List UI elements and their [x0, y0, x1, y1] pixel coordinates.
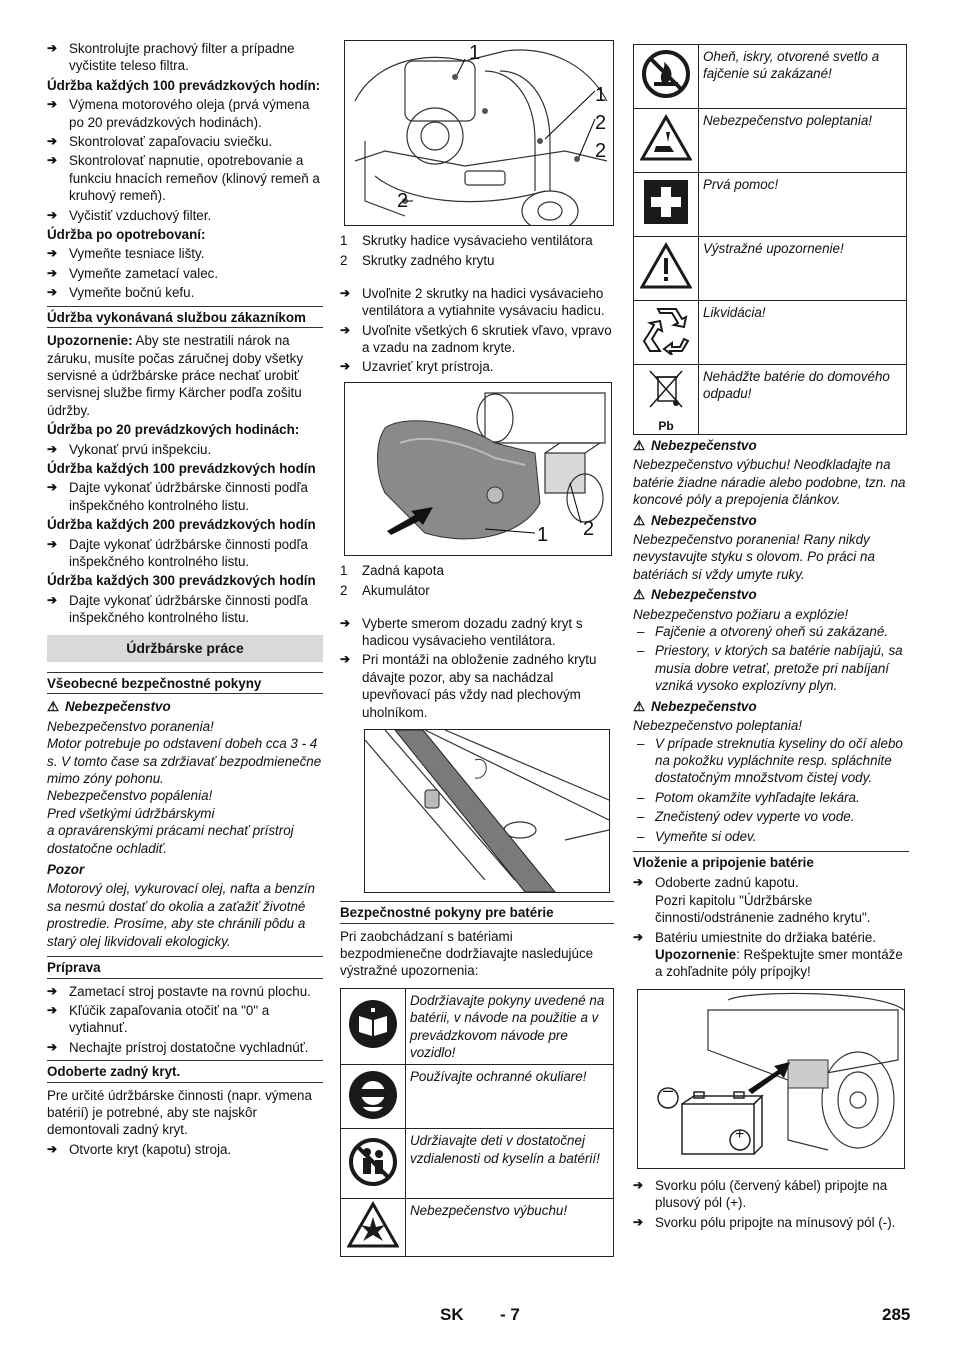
step: ➔ Uvoľnite všetkých 6 skrutiek vľavo, vpravo a vzadu na zadnom kryte. [340, 322, 614, 357]
note-label: Upozornenie: [47, 333, 133, 349]
engine-illustration [345, 41, 613, 225]
symbol-row [341, 988, 614, 1065]
step: ➔ Dajte vykonať údržbárske činnosti podľa inšpekčného kontrolného listu. [47, 536, 323, 571]
symbol-row [634, 45, 907, 109]
danger-text: Nebezpečenstvo výbuchu! Neodkladajte na batérie žiadne náradie alebo podobne, tzn. na koncové póly a prepojenia článkov. [633, 457, 906, 508]
symbol-text: Likvidácia! [699, 301, 907, 365]
fig1-legend [340, 232, 614, 270]
heading-300h-service: Údržba každých 300 prevádzkových hodín [47, 573, 316, 589]
symbol-text: Udržiavajte deti v dostatočnej vzdialenosti od kyselín a batérií! [406, 1129, 614, 1199]
figure-strap [364, 729, 610, 893]
column-middle [340, 40, 614, 1257]
recycling-icon [634, 301, 699, 365]
dash-item: – Znečistený odev vyperte vo vode. [633, 808, 909, 825]
no-fire-icon [634, 45, 699, 109]
danger-line: Nebezpečenstvo popálenia! [47, 788, 213, 804]
step [633, 929, 909, 981]
heading-wear: Údržba po opotrebovaní: [47, 227, 206, 243]
dash-item: – V prípade streknutia kyseliny do očí alebo na pokožku vypláchnite resp. spláchnite dostatočným množstvom čistej vody. [633, 735, 909, 787]
step: ➔ Vymeňte bočnú kefu. [47, 284, 323, 301]
column-right [633, 40, 909, 1233]
dash-item: – Vymeňte si odev. [633, 828, 909, 845]
step: ➔ Pri montáži na obloženie zadného krytu dávajte pozor, aby sa nachádzal upevňovací pás vždy nad plechovým uholníkom. [340, 651, 614, 721]
danger-label [633, 437, 909, 454]
step: ➔ Skontrolujte prachový filter a prípadne vyčistite teleso filtra. [47, 40, 323, 75]
figure-engine-screws [344, 40, 614, 226]
step: ➔ Vyberte smerom dozadu zadný kryt s hadicou vysávacieho ventilátora. [340, 615, 614, 650]
caution-label: Pozor [47, 862, 85, 878]
callout: 1 [537, 523, 549, 546]
symbol-row [634, 237, 907, 301]
symbol-text: Používajte ochranné okuliare! [406, 1065, 614, 1129]
legend-item [340, 252, 614, 269]
prep-heading: Príprava [47, 956, 323, 978]
symbol-text: Nebezpečenstvo výbuchu! [406, 1199, 614, 1256]
battery-safety-heading: Bezpečnostné pokyny pre batérie [340, 901, 614, 923]
step: ➔ Otvorte kryt (kapotu) stroja. [47, 1141, 323, 1158]
symbol-table-left [340, 988, 614, 1257]
symbol-text: Prvá pomoc! [699, 173, 907, 237]
explosion-icon [341, 1199, 406, 1256]
symbol-table-right [633, 44, 907, 435]
heading-100h-service: Údržba každých 100 prevádzkových hodín [47, 460, 316, 476]
step: ➔ Skontrolovať zapaľovaciu sviečku. [47, 133, 323, 150]
legend-text: Akumulátor [362, 583, 430, 599]
callout: 2 [595, 140, 607, 162]
step-text: Odoberte zadnú kapotu. [655, 875, 799, 891]
legend-num: 2 [340, 583, 348, 599]
dash-item: – Potom okamžite vyhľadajte lekára. [633, 789, 909, 806]
legend-text: Skrutky zadného krytu [362, 253, 495, 269]
heading-200h-service: Údržba každých 200 prevádzkových hodín [47, 517, 316, 533]
step: ➔ Skontrolovať napnutie, opotrebovanie a funkciu hnacích remeňov (klinový remeň a kruhový remeň). [47, 152, 323, 204]
symbol-row [634, 301, 907, 365]
step: ➔ Vykonať prvú inšpekciu. [47, 441, 323, 458]
callout: 1 [469, 42, 481, 64]
warning-icon: ⚠ [633, 512, 646, 528]
legend-num: 1 [340, 562, 348, 578]
symbol-text: Nebezpečenstvo poleptania! [699, 109, 907, 173]
danger-text: Nebezpečenstvo poleptania! [633, 718, 802, 734]
battery-intro: Pri zaobchádzaní s batériami bezpodmienečne dodržiavajte nasledujúce výstražné upozornenia: [340, 928, 594, 979]
symbol-row [341, 1065, 614, 1129]
service-heading: Údržba vykonávaná službou zákazníkom [47, 306, 323, 328]
keep-children-away-icon [341, 1129, 406, 1199]
legend-text: Skrutky hadice vysávacieho ventilátora [362, 233, 593, 248]
step: ➔ Dajte vykonať údržbárske činnosti podľa inšpekčného kontrolného listu. [47, 479, 323, 514]
column-left [47, 40, 323, 1160]
note-text: Aby ste nestratili nárok na záruku, musíte počas záručnej doby všetky servisné a údržbárske práce nechať urobiť servisnej službe firmy Kärcher podľa zošitu údržby. [47, 333, 304, 418]
symbol-row [634, 365, 907, 435]
callout: 2 [595, 112, 607, 134]
danger-line: Pred všetkými údržbárskymi [47, 805, 215, 821]
step-text: Batériu umiestnite do držiaka batérie. [655, 929, 877, 945]
no-bin-pb-icon [634, 365, 699, 435]
step: ➔ Uzavrieť kryt prístroja. [340, 358, 614, 375]
plus-label: + [735, 1125, 745, 1143]
step: ➔ Vymeňte tesniace lišty. [47, 245, 323, 262]
step [633, 874, 909, 926]
caution-text: Motorový olej, vykurovací olej, nafta a benzín sa nesmú dostať do okolia a zaťažiť životné prostredie. Prosíme, aby ste chránili pôdu a starý olej likvidovali ekologicky. [47, 881, 315, 949]
acid-burn-icon [634, 109, 699, 173]
symbol-row [341, 1199, 614, 1256]
figure-rear-cover [344, 382, 612, 556]
minus-label: – [663, 1079, 674, 1100]
callout: 2 [397, 190, 409, 212]
danger-text: Nebezpečenstvo [65, 699, 171, 715]
legend-item [340, 582, 614, 599]
step: ➔ Nechajte prístroj dostatočne vychladnúť. [47, 1039, 323, 1056]
symbol-text: Nehádžte batérie do domového odpadu! [699, 365, 907, 435]
step-subtext: Pozri kapitolu "Údržbárske činnosti/odstránenie zadného krytu". [655, 892, 871, 926]
danger-label [633, 512, 909, 529]
dash-item: – Priestory, v ktorých sa batérie nabíjajú, sa musia dobre vetrať, pretože pri nabíjaní vzniká vysoko explozívny plyn. [633, 642, 909, 694]
danger-text: Nebezpečenstvo [651, 512, 757, 528]
legend-item [340, 562, 614, 579]
danger-line: Nebezpečenstvo poranenia! [47, 718, 214, 734]
step: ➔ Vyčistiť vzduchový filter. [47, 207, 323, 224]
warning-triangle-icon [634, 237, 699, 301]
step: ➔ Vymeňte zametací valec. [47, 265, 323, 282]
symbol-row [341, 1129, 614, 1199]
legend-text: Zadná kapota [362, 562, 444, 578]
step: ➔ Dajte vykonať údržbárske činnosti podľa inšpekčného kontrolného listu. [47, 592, 323, 627]
safety-heading: Všeobecné bezpečnostné pokyny [47, 672, 323, 694]
battery-insert-illustration [638, 990, 904, 1168]
danger-label [633, 586, 909, 603]
step: ➔ Výmena motorového oleja (prvá výmena po 20 prevádzkových hodinách). [47, 96, 323, 131]
warning-icon: ⚠ [633, 698, 646, 714]
danger-label [47, 698, 323, 715]
step: ➔ Kľúčik zapaľovania otočiť na "0" a vytiahnuť. [47, 1002, 323, 1037]
footer-lang: SK [440, 1305, 464, 1324]
heading-100h: Údržba každých 100 prevádzkových hodín: [47, 77, 321, 93]
note-text: : Rešpektujte smer montáže a zohľadnite póly prípojky! [655, 946, 903, 980]
cover-text: Pre určité údržbárske činnosti (napr. výmena batérií) je potrebné, aby ste najskôr demontovali zadný kryt. [47, 1087, 312, 1138]
symbol-text: Výstražné upozornenie! [699, 237, 907, 301]
strap-illustration [365, 730, 609, 892]
legend-num: 2 [340, 253, 348, 269]
legend-item [340, 232, 614, 249]
rear-cover-illustration [345, 383, 611, 555]
danger-text: Nebezpečenstvo [651, 587, 757, 603]
danger-line: a opravárenskými prácami nechať prístroj dostatočne ochladiť. [47, 823, 294, 856]
goggles-icon [341, 1065, 406, 1129]
danger-text: Nebezpečenstvo požiaru a explózie! [633, 606, 849, 622]
first-aid-icon [634, 173, 699, 237]
figure-battery-insert [637, 989, 905, 1169]
note-label: Upozornenie [655, 946, 737, 962]
danger-text: Nebezpečenstvo [651, 438, 757, 453]
step: ➔ Svorku pólu (červený kábel) pripojte na plusový pól (+). [633, 1177, 909, 1212]
step: ➔ Zametací stroj postavte na rovnú plochu. [47, 983, 323, 1000]
danger-line: Motor potrebuje po odstavení dobeh cca 3 - 4 s. V tomto čase sa zdržiavať bezpodmienečne mimo zóny pohonu. [47, 736, 322, 787]
dash-item: – Fajčenie a otvorený oheň sú zakázané. [633, 623, 909, 640]
step: ➔ Svorku pólu pripojte na mínusový pól (-). [633, 1214, 909, 1231]
callout: 2 [583, 517, 595, 540]
symbol-text: Oheň, iskry, otvorené svetlo a fajčenie sú zakázané! [699, 45, 907, 109]
warning-icon: ⚠ [633, 438, 646, 453]
danger-label [633, 698, 909, 715]
callout: 1 [595, 84, 607, 106]
danger-text: Nebezpečenstvo poranenia! Rany nikdy nevystavujte styku s olovom. Po práci na batériách si vždy umyte ruky. [633, 532, 875, 582]
symbol-row [634, 109, 907, 173]
step: ➔ Uvoľnite 2 skrutky na hadici vysávacieho ventilátora a vytiahnite vysávaciu hadicu. [340, 285, 614, 320]
insert-battery-heading: Vloženie a pripojenie batérie [633, 851, 909, 871]
footer-page-local: - 7 [500, 1305, 520, 1324]
pb-label: Pb [658, 418, 674, 433]
heading-20h: Údržba po 20 prevádzkových hodinách: [47, 422, 300, 438]
cover-heading: Odoberte zadný kryt. [47, 1060, 323, 1082]
fig2-legend [340, 562, 614, 600]
symbol-row [634, 173, 907, 237]
section-band: Údržbárske práce [47, 635, 323, 662]
legend-num: 1 [340, 233, 348, 248]
warning-icon: ⚠ [47, 699, 60, 715]
symbol-text: Dodržiavajte pokyny uvedené na batérii, v návode na použitie a v prevádzkovom návode pre vozidlo! [406, 988, 614, 1065]
footer-page-total: 285 [882, 1305, 911, 1324]
service-note [47, 332, 323, 419]
danger-text: Nebezpečenstvo [651, 698, 757, 714]
warning-icon: ⚠ [633, 587, 646, 603]
manual-book-icon [341, 988, 406, 1065]
